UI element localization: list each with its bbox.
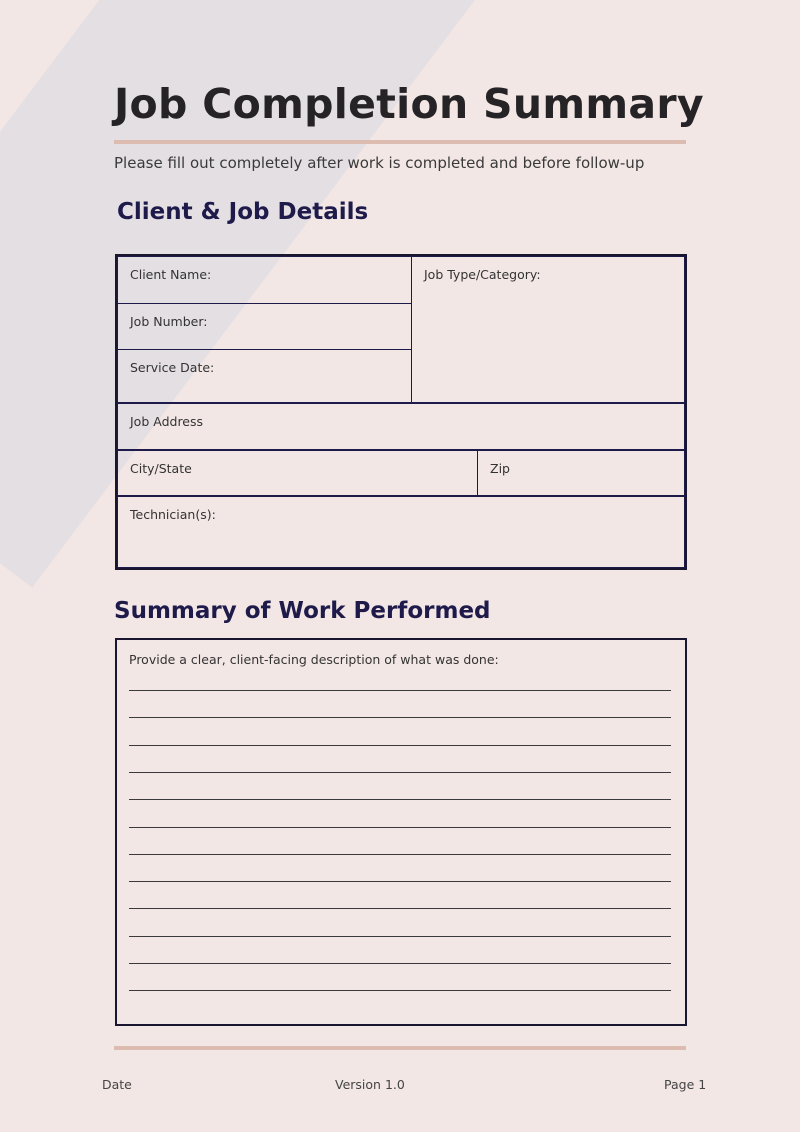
writing-line bbox=[129, 745, 671, 746]
client-details-heading: Client & Job Details bbox=[117, 199, 369, 225]
footer-divider bbox=[114, 1046, 686, 1050]
job-type-field[interactable] bbox=[411, 256, 685, 403]
writing-line bbox=[129, 854, 671, 855]
writing-line bbox=[129, 799, 671, 800]
writing-line bbox=[129, 690, 671, 691]
job-address-label: Job Address bbox=[130, 414, 204, 429]
title-divider bbox=[114, 140, 686, 144]
client-name-label: Client Name: bbox=[130, 267, 212, 282]
work-summary-box[interactable] bbox=[115, 638, 687, 1026]
writing-line bbox=[129, 827, 671, 828]
city-state-field[interactable] bbox=[117, 450, 478, 496]
client-details-form bbox=[115, 254, 687, 570]
writing-line bbox=[129, 990, 671, 991]
service-date-field[interactable] bbox=[117, 349, 412, 403]
service-date-label: Service Date: bbox=[130, 360, 215, 375]
work-summary-prompt: Provide a clear, client-facing description of what was done: bbox=[129, 652, 499, 667]
technicians-label: Technician(s): bbox=[130, 507, 216, 522]
zip-field[interactable] bbox=[477, 450, 685, 496]
job-number-label: Job Number: bbox=[130, 314, 208, 329]
writing-line bbox=[129, 936, 671, 937]
technicians-field[interactable] bbox=[117, 496, 685, 568]
client-name-field[interactable] bbox=[117, 256, 412, 304]
footer-version: Version 1.0 bbox=[335, 1077, 405, 1092]
job-number-field[interactable] bbox=[117, 303, 412, 350]
footer-page-number: Page 1 bbox=[664, 1077, 707, 1092]
job-type-label: Job Type/Category: bbox=[424, 267, 541, 282]
writing-line bbox=[129, 772, 671, 773]
writing-line bbox=[129, 963, 671, 964]
page-subtitle: Please fill out completely after work is completed and before follow-up bbox=[114, 154, 645, 172]
city-state-label: City/State bbox=[130, 461, 192, 476]
work-summary-heading: Summary of Work Performed bbox=[114, 598, 491, 624]
footer-date: Date bbox=[102, 1077, 132, 1092]
writing-line bbox=[129, 717, 671, 718]
zip-label: Zip bbox=[490, 461, 510, 476]
writing-line bbox=[129, 908, 671, 909]
writing-line bbox=[129, 881, 671, 882]
job-address-field[interactable] bbox=[117, 403, 685, 450]
page-title: Job Completion Summary bbox=[114, 80, 704, 128]
